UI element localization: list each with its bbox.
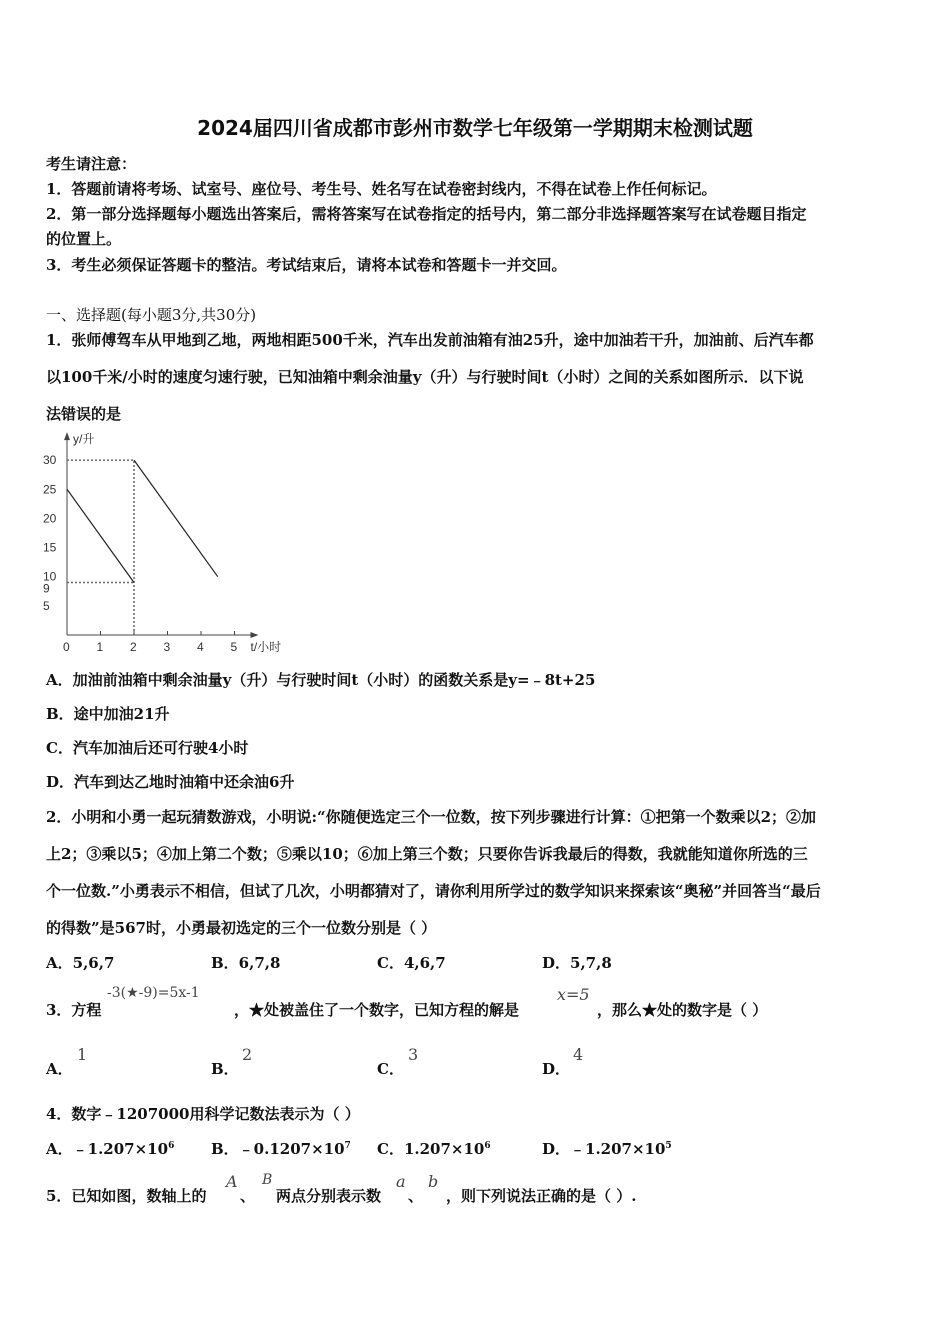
q4-option-c: C．$1.207\times 10^6$ xyxy=(377,1140,491,1158)
q3-option-b-value: 2 xyxy=(242,1045,253,1064)
q3-solution: x=5 xyxy=(557,985,590,1004)
series-line-1 xyxy=(67,489,134,582)
q1-option-a: A．加油前油箱中剩余油量y（升）与行驶时间t（小时）的函数关系是y=﹣8t+25 xyxy=(46,671,596,689)
section-heading: 一、选择题(每小题3分,共30分) xyxy=(46,306,257,324)
notice-item-2: 2．第一部分选择题每小题选出答案后，需将答案写在试卷指定的括号内，第二部分非选择题答案写在试卷题目指定 xyxy=(46,205,807,223)
y-tick-label: 15 xyxy=(43,540,57,555)
y-tick-label: 30 xyxy=(43,453,57,468)
notice-item-2-cont: 的位置上。 xyxy=(46,230,122,248)
q2-line-1: 2．小明和小勇一起玩猜数游戏，小明说:“你随便选定三个一位数，按下列步骤进行计算：①把第一个数乘以2；②加 xyxy=(46,808,817,826)
notice-item-3: 3．考生必须保证答题卡的整洁。考试结束后，请将本试卷和答题卡一并交回。 xyxy=(46,256,567,274)
q3-option-d-value: 4 xyxy=(573,1045,584,1064)
x-tick-label: 1 xyxy=(96,640,104,654)
q1-option-b: B．途中加油21升 xyxy=(46,705,170,723)
q2-line-3: 个一位数.”小勇表示不相信，但试了几次，小明都猜对了，请你利用所学过的数学知识来探索该“奥秘”并回答当“最后 xyxy=(46,882,821,900)
q5-number-a: a xyxy=(396,1172,406,1191)
notice-heading: 考生请注意： xyxy=(46,155,137,173)
q5-part-1: 5．已知如图，数轴上的 xyxy=(46,1187,207,1205)
x-axis-arrow xyxy=(251,632,259,638)
y-axis-label: y/升 xyxy=(73,432,95,447)
series-line-2 xyxy=(134,460,218,577)
q3-option-a-value: 1 xyxy=(77,1045,88,1064)
q5-point-b: B xyxy=(262,1172,273,1188)
q3-option-c-label: C． xyxy=(377,1060,404,1078)
q1-option-d: D．汽车到达乙地时油箱中还余油6升 xyxy=(46,773,295,791)
q2-option-a: A．5,6,7 xyxy=(46,954,115,972)
q2-option-d: D．5,7,8 xyxy=(542,954,612,972)
q5-sep-1: 、 xyxy=(240,1187,256,1205)
q2-option-c: C．4,6,7 xyxy=(377,954,446,972)
q3-option-d-label: D． xyxy=(542,1060,571,1078)
q3-option-c-value: 3 xyxy=(408,1045,419,1064)
y-tick-label: 25 xyxy=(43,482,57,497)
q2-line-2: 上2；③乘以5；④加上第二个数；⑤乘以10；⑥加上第三个数；只要你告诉我最后的得数，我就能知道你所选的三 xyxy=(46,845,808,863)
q4-stem: 4．数字﹣1207000用科学记数法表示为（ ） xyxy=(46,1105,360,1123)
notice-item-1: 1．答题前请将考场、试室号、座位号、考生号、姓名写在试卷密封线内，不得在试卷上作任何标记。 xyxy=(46,180,717,198)
y-tick-label: 9 xyxy=(43,581,50,596)
x-tick-label: 2 xyxy=(130,640,137,654)
y-tick-label: 10 xyxy=(43,569,57,584)
q3-middle: ，★处被盖住了一个数字，已知方程的解是 xyxy=(234,1001,520,1019)
y-tick-label: 5 xyxy=(43,598,50,613)
x-tick-label: 5 xyxy=(230,640,238,654)
q5-part-2: 两点分别表示数 xyxy=(276,1187,382,1205)
x-tick-label: 3 xyxy=(163,640,171,654)
y-tick-label: 20 xyxy=(43,511,57,526)
q2-option-b: B．6,7,8 xyxy=(211,954,281,972)
x-axis-label: t/小时 xyxy=(250,640,282,654)
q4-option-d: D．$﹣1.207\times 10^5$ xyxy=(542,1140,672,1158)
q5-part-3: ，则下列说法正确的是（ ）. xyxy=(446,1187,637,1205)
q2-line-4: 的得数”是567时，小勇最初选定的三个一位数分别是（ ） xyxy=(46,919,437,937)
x-tick-label: 0 xyxy=(63,640,70,654)
q5-point-a: A xyxy=(226,1172,238,1191)
q5-number-b: b xyxy=(428,1172,439,1191)
q3-option-a-label: A． xyxy=(46,1060,73,1078)
q1-line-1: 1．张师傅驾车从甲地到乙地，两地相距500千米，汽车出发前油箱有油25升，途中加油若干升，加油前、后汽车都 xyxy=(46,331,814,349)
q3-equation: -3(★-9)=5x-1 xyxy=(107,985,200,1001)
q1-chart xyxy=(35,425,305,660)
q1-option-c: C．汽车加油后还可行驶4小时 xyxy=(46,739,249,757)
q3-option-b-label: B． xyxy=(211,1060,239,1078)
q4-option-b: B．$﹣0.1207\times 10^7$ xyxy=(211,1140,351,1158)
x-tick-label: 4 xyxy=(197,640,204,654)
y-axis-arrow xyxy=(64,432,70,440)
q5-sep-2: 、 xyxy=(408,1187,424,1205)
q1-line-2: 以100千米/小时的速度匀速行驶，已知油箱中剩余油量y（升）与行驶时间t（小时）之间的关系如图所示．以下说 xyxy=(46,368,804,386)
page-title: 2024届四川省成都市彭州市数学七年级第一学期期末检测试题 xyxy=(197,116,753,140)
q3-prefix: 3．方程 xyxy=(46,1001,102,1019)
q3-suffix: ，那么★处的数字是（ ） xyxy=(597,1001,768,1019)
q4-option-a: A．$﹣1.207\times 10^6$ xyxy=(46,1140,175,1158)
q1-line-3: 法错误的是 xyxy=(46,405,122,423)
